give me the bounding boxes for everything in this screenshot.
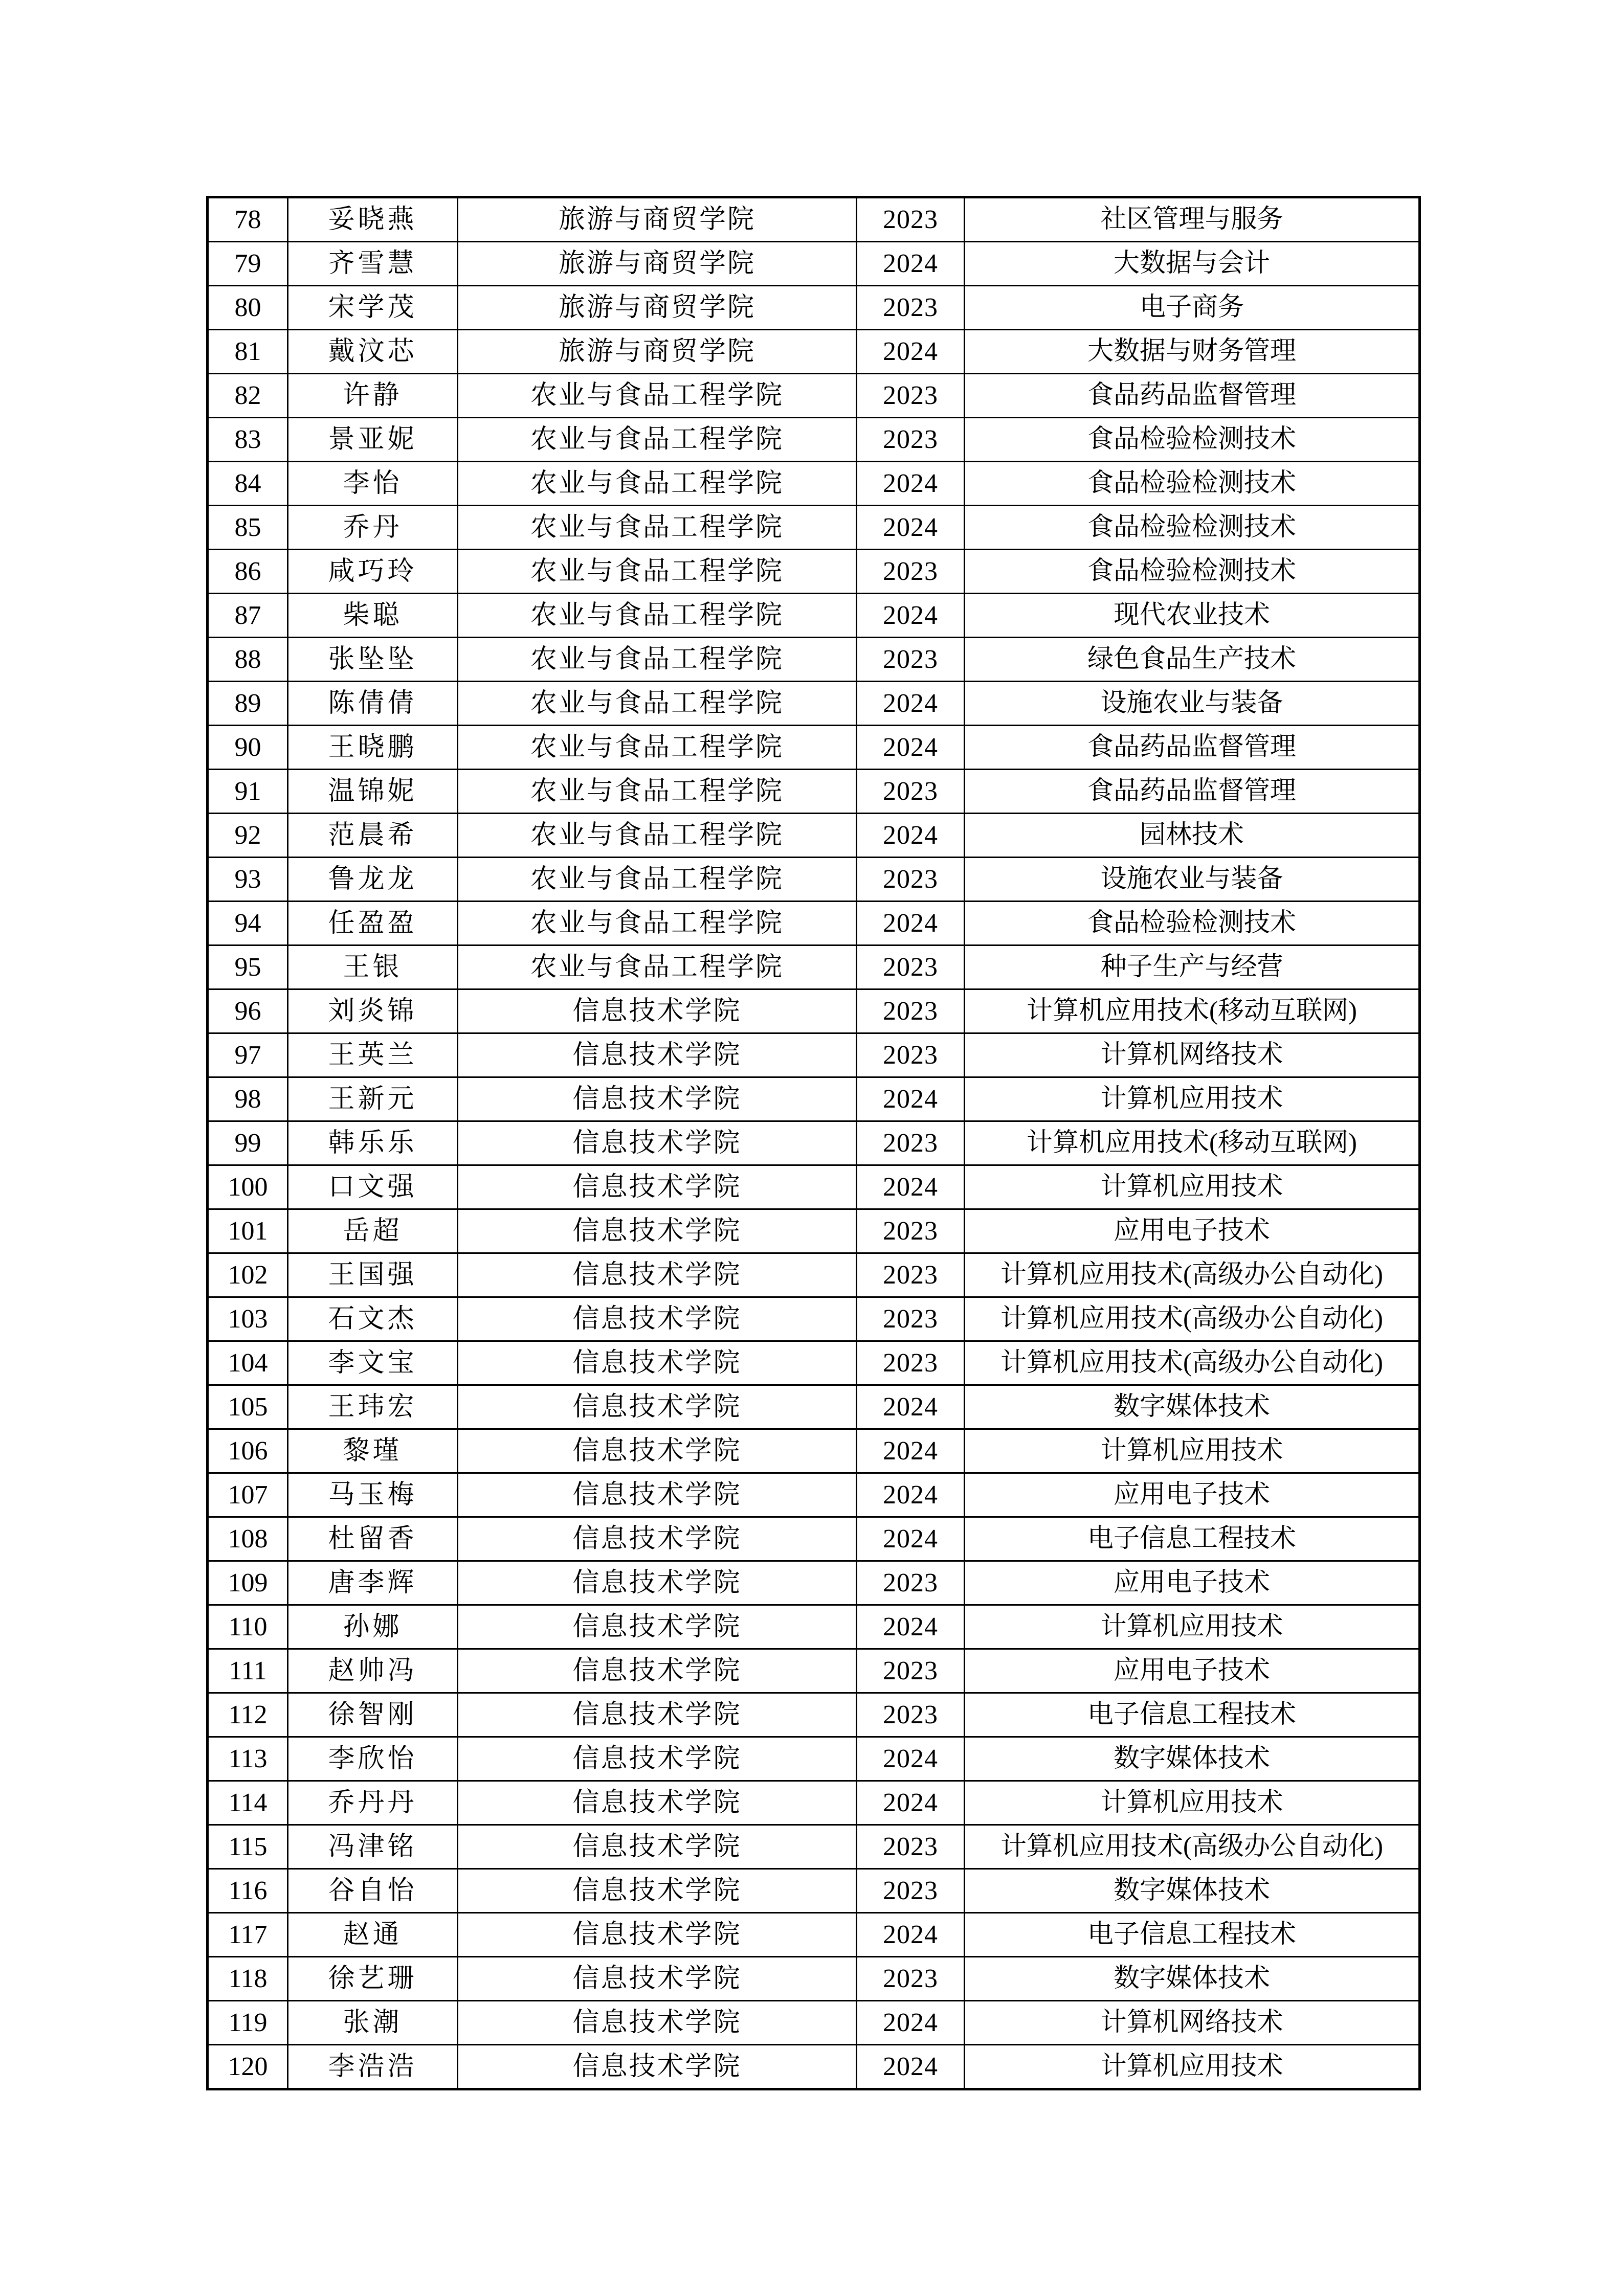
major-cell: 食品检验检测技术 xyxy=(965,506,1420,550)
student-name-cell: 岳超 xyxy=(288,1209,458,1253)
major-cell: 应用电子技术 xyxy=(965,1209,1420,1253)
table-row xyxy=(208,902,1420,946)
college-cell: 农业与食品工程学院 xyxy=(458,506,857,550)
row-number-cell: 88 xyxy=(208,638,288,682)
major-cell: 食品检验检测技术 xyxy=(965,550,1420,594)
enrollment-year-cell: 2024 xyxy=(857,594,965,638)
enrollment-year-cell: 2024 xyxy=(857,1385,965,1429)
student-name-cell: 温锦妮 xyxy=(288,770,458,814)
row-number-cell: 115 xyxy=(208,1825,288,1869)
enrollment-year-cell: 2024 xyxy=(857,1737,965,1781)
table-row xyxy=(208,1165,1420,1209)
row-number-cell: 87 xyxy=(208,594,288,638)
student-name-cell: 李怡 xyxy=(288,462,458,506)
major-cell: 现代农业技术 xyxy=(965,594,1420,638)
student-name-cell: 柴聪 xyxy=(288,594,458,638)
enrollment-year-cell: 2023 xyxy=(857,1209,965,1253)
student-name-cell: 咸巧玲 xyxy=(288,550,458,594)
table-row xyxy=(208,1913,1420,1957)
college-cell: 农业与食品工程学院 xyxy=(458,374,857,418)
college-cell: 农业与食品工程学院 xyxy=(458,946,857,989)
student-name-cell: 黎瑾 xyxy=(288,1429,458,1473)
student-name-cell: 任盈盈 xyxy=(288,902,458,946)
table-row xyxy=(208,1957,1420,2001)
major-cell: 数字媒体技术 xyxy=(965,1737,1420,1781)
major-cell: 电子信息工程技术 xyxy=(965,1693,1420,1737)
table-row xyxy=(208,1209,1420,1253)
student-name-cell: 唐李辉 xyxy=(288,1561,458,1605)
enrollment-year-cell: 2023 xyxy=(857,989,965,1033)
major-cell: 应用电子技术 xyxy=(965,1473,1420,1517)
student-name-cell: 乔丹丹 xyxy=(288,1781,458,1825)
major-cell: 食品药品监督管理 xyxy=(965,726,1420,770)
college-cell: 农业与食品工程学院 xyxy=(458,814,857,858)
college-cell: 农业与食品工程学院 xyxy=(458,638,857,682)
major-cell: 电子信息工程技术 xyxy=(965,1517,1420,1561)
table-row xyxy=(208,814,1420,858)
student-name-cell: 鲁龙龙 xyxy=(288,858,458,902)
major-cell: 园林技术 xyxy=(965,814,1420,858)
row-number-cell: 116 xyxy=(208,1869,288,1913)
student-name-cell: 冯津铭 xyxy=(288,1825,458,1869)
table-row xyxy=(208,462,1420,506)
row-number-cell: 113 xyxy=(208,1737,288,1781)
enrollment-year-cell: 2023 xyxy=(857,638,965,682)
row-number-cell: 79 xyxy=(208,242,288,286)
table-row xyxy=(208,242,1420,286)
college-cell: 农业与食品工程学院 xyxy=(458,550,857,594)
college-cell: 信息技术学院 xyxy=(458,1825,857,1869)
major-cell: 计算机应用技术(移动互联网) xyxy=(965,989,1420,1033)
row-number-cell: 99 xyxy=(208,1121,288,1165)
college-cell: 信息技术学院 xyxy=(458,1121,857,1165)
table-row xyxy=(208,989,1420,1033)
enrollment-year-cell: 2023 xyxy=(857,770,965,814)
table-row xyxy=(208,594,1420,638)
table-row xyxy=(208,1385,1420,1429)
college-cell: 信息技术学院 xyxy=(458,1209,857,1253)
enrollment-year-cell: 2023 xyxy=(857,1957,965,2001)
major-cell: 计算机应用技术 xyxy=(965,2045,1420,2089)
table-row xyxy=(208,197,1420,242)
enrollment-year-cell: 2023 xyxy=(857,1121,965,1165)
row-number-cell: 118 xyxy=(208,1957,288,2001)
enrollment-year-cell: 2024 xyxy=(857,1517,965,1561)
enrollment-year-cell: 2023 xyxy=(857,1341,965,1385)
table-row xyxy=(208,1473,1420,1517)
student-name-cell: 李文宝 xyxy=(288,1341,458,1385)
college-cell: 信息技术学院 xyxy=(458,1737,857,1781)
student-name-cell: 韩乐乐 xyxy=(288,1121,458,1165)
table-row xyxy=(208,550,1420,594)
major-cell: 计算机网络技术 xyxy=(965,2001,1420,2045)
student-name-cell: 戴汶芯 xyxy=(288,330,458,374)
row-number-cell: 101 xyxy=(208,1209,288,1253)
table-row xyxy=(208,858,1420,902)
student-roster-body xyxy=(208,197,1420,2089)
major-cell: 计算机应用技术 xyxy=(965,1781,1420,1825)
table-row xyxy=(208,1781,1420,1825)
row-number-cell: 80 xyxy=(208,286,288,330)
enrollment-year-cell: 2023 xyxy=(857,197,965,242)
major-cell: 种子生产与经营 xyxy=(965,946,1420,989)
major-cell: 数字媒体技术 xyxy=(965,1869,1420,1913)
enrollment-year-cell: 2023 xyxy=(857,286,965,330)
student-name-cell: 杜留香 xyxy=(288,1517,458,1561)
enrollment-year-cell: 2024 xyxy=(857,1605,965,1649)
row-number-cell: 112 xyxy=(208,1693,288,1737)
major-cell: 计算机应用技术 xyxy=(965,1077,1420,1121)
student-name-cell: 李欣怡 xyxy=(288,1737,458,1781)
major-cell: 设施农业与装备 xyxy=(965,858,1420,902)
major-cell: 计算机应用技术(移动互联网) xyxy=(965,1121,1420,1165)
major-cell: 数字媒体技术 xyxy=(965,1957,1420,2001)
student-name-cell: 许静 xyxy=(288,374,458,418)
student-name-cell: 王晓鹏 xyxy=(288,726,458,770)
enrollment-year-cell: 2024 xyxy=(857,2001,965,2045)
table-row xyxy=(208,1121,1420,1165)
enrollment-year-cell: 2024 xyxy=(857,242,965,286)
enrollment-year-cell: 2023 xyxy=(857,1825,965,1869)
row-number-cell: 120 xyxy=(208,2045,288,2089)
enrollment-year-cell: 2024 xyxy=(857,814,965,858)
college-cell: 信息技术学院 xyxy=(458,1913,857,1957)
table-row xyxy=(208,1825,1420,1869)
enrollment-year-cell: 2023 xyxy=(857,1253,965,1297)
major-cell: 应用电子技术 xyxy=(965,1561,1420,1605)
major-cell: 食品药品监督管理 xyxy=(965,770,1420,814)
row-number-cell: 100 xyxy=(208,1165,288,1209)
college-cell: 信息技术学院 xyxy=(458,1341,857,1385)
student-name-cell: 齐雪慧 xyxy=(288,242,458,286)
college-cell: 农业与食品工程学院 xyxy=(458,770,857,814)
college-cell: 信息技术学院 xyxy=(458,1385,857,1429)
row-number-cell: 95 xyxy=(208,946,288,989)
row-number-cell: 78 xyxy=(208,197,288,242)
table-row xyxy=(208,418,1420,462)
major-cell: 大数据与财务管理 xyxy=(965,330,1420,374)
enrollment-year-cell: 2023 xyxy=(857,1693,965,1737)
enrollment-year-cell: 2024 xyxy=(857,1781,965,1825)
college-cell: 旅游与商贸学院 xyxy=(458,197,857,242)
table-row xyxy=(208,330,1420,374)
enrollment-year-cell: 2023 xyxy=(857,1649,965,1693)
college-cell: 信息技术学院 xyxy=(458,1253,857,1297)
table-row xyxy=(208,1033,1420,1077)
college-cell: 农业与食品工程学院 xyxy=(458,726,857,770)
student-name-cell: 王英兰 xyxy=(288,1033,458,1077)
student-name-cell: 乔丹 xyxy=(288,506,458,550)
major-cell: 电子信息工程技术 xyxy=(965,1913,1420,1957)
major-cell: 计算机网络技术 xyxy=(965,1033,1420,1077)
table-row xyxy=(208,1737,1420,1781)
table-row xyxy=(208,374,1420,418)
major-cell: 数字媒体技术 xyxy=(965,1385,1420,1429)
student-name-cell: 宋学茂 xyxy=(288,286,458,330)
major-cell: 计算机应用技术(高级办公自动化) xyxy=(965,1825,1420,1869)
enrollment-year-cell: 2023 xyxy=(857,550,965,594)
enrollment-year-cell: 2023 xyxy=(857,418,965,462)
enrollment-year-cell: 2024 xyxy=(857,902,965,946)
row-number-cell: 89 xyxy=(208,682,288,726)
student-name-cell: 徐智刚 xyxy=(288,1693,458,1737)
major-cell: 计算机应用技术 xyxy=(965,1429,1420,1473)
student-name-cell: 景亚妮 xyxy=(288,418,458,462)
major-cell: 社区管理与服务 xyxy=(965,197,1420,242)
table-row xyxy=(208,1297,1420,1341)
row-number-cell: 97 xyxy=(208,1033,288,1077)
college-cell: 信息技术学院 xyxy=(458,1473,857,1517)
college-cell: 农业与食品工程学院 xyxy=(458,418,857,462)
student-name-cell: 口文强 xyxy=(288,1165,458,1209)
student-name-cell: 妥晓燕 xyxy=(288,197,458,242)
row-number-cell: 111 xyxy=(208,1649,288,1693)
row-number-cell: 85 xyxy=(208,506,288,550)
college-cell: 农业与食品工程学院 xyxy=(458,858,857,902)
table-row xyxy=(208,2001,1420,2045)
major-cell: 计算机应用技术(高级办公自动化) xyxy=(965,1341,1420,1385)
row-number-cell: 117 xyxy=(208,1913,288,1957)
college-cell: 信息技术学院 xyxy=(458,1297,857,1341)
college-cell: 旅游与商贸学院 xyxy=(458,330,857,374)
major-cell: 电子商务 xyxy=(965,286,1420,330)
table-row xyxy=(208,726,1420,770)
enrollment-year-cell: 2024 xyxy=(857,506,965,550)
row-number-cell: 107 xyxy=(208,1473,288,1517)
college-cell: 信息技术学院 xyxy=(458,1781,857,1825)
college-cell: 信息技术学院 xyxy=(458,1429,857,1473)
college-cell: 农业与食品工程学院 xyxy=(458,682,857,726)
enrollment-year-cell: 2023 xyxy=(857,946,965,989)
enrollment-year-cell: 2024 xyxy=(857,682,965,726)
student-name-cell: 石文杰 xyxy=(288,1297,458,1341)
row-number-cell: 104 xyxy=(208,1341,288,1385)
enrollment-year-cell: 2024 xyxy=(857,330,965,374)
row-number-cell: 103 xyxy=(208,1297,288,1341)
major-cell: 计算机应用技术(高级办公自动化) xyxy=(965,1253,1420,1297)
major-cell: 计算机应用技术(高级办公自动化) xyxy=(965,1297,1420,1341)
college-cell: 信息技术学院 xyxy=(458,1649,857,1693)
table-row xyxy=(208,946,1420,989)
college-cell: 信息技术学院 xyxy=(458,989,857,1033)
enrollment-year-cell: 2023 xyxy=(857,1869,965,1913)
row-number-cell: 114 xyxy=(208,1781,288,1825)
table-row xyxy=(208,286,1420,330)
table-row xyxy=(208,682,1420,726)
college-cell: 信息技术学院 xyxy=(458,1033,857,1077)
student-name-cell: 李浩浩 xyxy=(288,2045,458,2089)
college-cell: 信息技术学院 xyxy=(458,1165,857,1209)
college-cell: 农业与食品工程学院 xyxy=(458,594,857,638)
enrollment-year-cell: 2024 xyxy=(857,1077,965,1121)
college-cell: 信息技术学院 xyxy=(458,1693,857,1737)
row-number-cell: 81 xyxy=(208,330,288,374)
row-number-cell: 84 xyxy=(208,462,288,506)
major-cell: 大数据与会计 xyxy=(965,242,1420,286)
enrollment-year-cell: 2024 xyxy=(857,726,965,770)
college-cell: 信息技术学院 xyxy=(458,2045,857,2089)
table-row xyxy=(208,506,1420,550)
row-number-cell: 110 xyxy=(208,1605,288,1649)
student-name-cell: 张潮 xyxy=(288,2001,458,2045)
student-name-cell: 孙娜 xyxy=(288,1605,458,1649)
enrollment-year-cell: 2023 xyxy=(857,1033,965,1077)
table-row xyxy=(208,770,1420,814)
enrollment-year-cell: 2024 xyxy=(857,462,965,506)
college-cell: 信息技术学院 xyxy=(458,1869,857,1913)
major-cell: 食品药品监督管理 xyxy=(965,374,1420,418)
college-cell: 旅游与商贸学院 xyxy=(458,242,857,286)
row-number-cell: 86 xyxy=(208,550,288,594)
student-name-cell: 王新元 xyxy=(288,1077,458,1121)
student-name-cell: 赵帅冯 xyxy=(288,1649,458,1693)
student-name-cell: 刘炎锦 xyxy=(288,989,458,1033)
table-row xyxy=(208,1429,1420,1473)
college-cell: 信息技术学院 xyxy=(458,2001,857,2045)
major-cell: 食品检验检测技术 xyxy=(965,462,1420,506)
enrollment-year-cell: 2023 xyxy=(857,1561,965,1605)
table-row xyxy=(208,1077,1420,1121)
student-name-cell: 徐艺珊 xyxy=(288,1957,458,2001)
row-number-cell: 102 xyxy=(208,1253,288,1297)
enrollment-year-cell: 2024 xyxy=(857,2045,965,2089)
row-number-cell: 93 xyxy=(208,858,288,902)
table-row xyxy=(208,1869,1420,1913)
table-row xyxy=(208,1605,1420,1649)
enrollment-year-cell: 2024 xyxy=(857,1165,965,1209)
row-number-cell: 105 xyxy=(208,1385,288,1429)
enrollment-year-cell: 2023 xyxy=(857,1297,965,1341)
major-cell: 食品检验检测技术 xyxy=(965,418,1420,462)
student-name-cell: 王银 xyxy=(288,946,458,989)
student-name-cell: 张坠坠 xyxy=(288,638,458,682)
college-cell: 信息技术学院 xyxy=(458,1605,857,1649)
college-cell: 农业与食品工程学院 xyxy=(458,462,857,506)
table-row xyxy=(208,1693,1420,1737)
student-name-cell: 赵通 xyxy=(288,1913,458,1957)
student-name-cell: 王玮宏 xyxy=(288,1385,458,1429)
row-number-cell: 106 xyxy=(208,1429,288,1473)
table-row xyxy=(208,1341,1420,1385)
college-cell: 农业与食品工程学院 xyxy=(458,902,857,946)
table-row xyxy=(208,638,1420,682)
row-number-cell: 90 xyxy=(208,726,288,770)
row-number-cell: 96 xyxy=(208,989,288,1033)
enrollment-year-cell: 2024 xyxy=(857,1913,965,1957)
row-number-cell: 83 xyxy=(208,418,288,462)
student-name-cell: 谷自怡 xyxy=(288,1869,458,1913)
row-number-cell: 109 xyxy=(208,1561,288,1605)
college-cell: 信息技术学院 xyxy=(458,1077,857,1121)
enrollment-year-cell: 2024 xyxy=(857,1473,965,1517)
student-name-cell: 范晨希 xyxy=(288,814,458,858)
table-row xyxy=(208,1517,1420,1561)
college-cell: 旅游与商贸学院 xyxy=(458,286,857,330)
major-cell: 计算机应用技术 xyxy=(965,1605,1420,1649)
enrollment-year-cell: 2023 xyxy=(857,858,965,902)
college-cell: 信息技术学院 xyxy=(458,1517,857,1561)
row-number-cell: 108 xyxy=(208,1517,288,1561)
college-cell: 信息技术学院 xyxy=(458,1957,857,2001)
student-name-cell: 陈倩倩 xyxy=(288,682,458,726)
table-row xyxy=(208,2045,1420,2089)
student-roster-table xyxy=(206,196,1421,2090)
major-cell: 食品检验检测技术 xyxy=(965,902,1420,946)
table-row xyxy=(208,1561,1420,1605)
major-cell: 应用电子技术 xyxy=(965,1649,1420,1693)
row-number-cell: 82 xyxy=(208,374,288,418)
table-row xyxy=(208,1253,1420,1297)
row-number-cell: 92 xyxy=(208,814,288,858)
table-row xyxy=(208,1649,1420,1693)
row-number-cell: 91 xyxy=(208,770,288,814)
major-cell: 计算机应用技术 xyxy=(965,1165,1420,1209)
student-name-cell: 王国强 xyxy=(288,1253,458,1297)
major-cell: 设施农业与装备 xyxy=(965,682,1420,726)
row-number-cell: 94 xyxy=(208,902,288,946)
enrollment-year-cell: 2024 xyxy=(857,1429,965,1473)
enrollment-year-cell: 2023 xyxy=(857,374,965,418)
row-number-cell: 98 xyxy=(208,1077,288,1121)
row-number-cell: 119 xyxy=(208,2001,288,2045)
major-cell: 绿色食品生产技术 xyxy=(965,638,1420,682)
student-name-cell: 马玉梅 xyxy=(288,1473,458,1517)
college-cell: 信息技术学院 xyxy=(458,1561,857,1605)
